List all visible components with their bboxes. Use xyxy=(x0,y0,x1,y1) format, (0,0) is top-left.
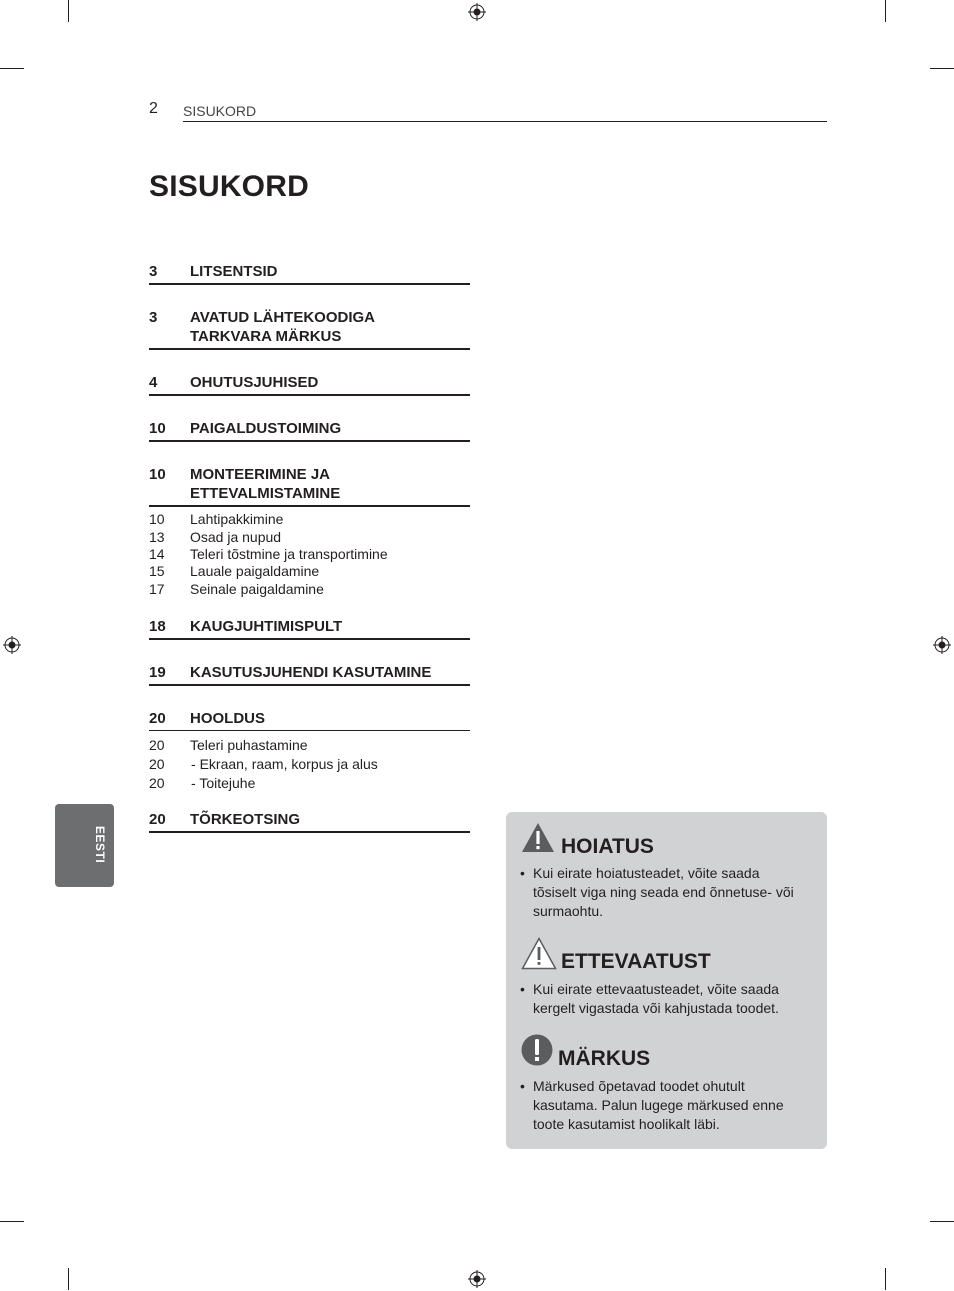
toc-entry-label: KASUTUSJUHENDI KASUTAMINE xyxy=(190,664,432,681)
toc-entry-label: MONTEERIMINE JA xyxy=(190,466,331,483)
warning-text-line: tõsiselt viga ning seada end õnnetuse- või xyxy=(533,884,794,900)
toc-subentry-label: Teleri puhastamine xyxy=(190,737,308,753)
page-title: SISUKORD xyxy=(149,170,309,203)
toc-entry-label: TÕRKEOTSING xyxy=(190,811,301,828)
toc-subentry-label: - Ekraan, raam, korpus ja alus xyxy=(191,756,470,774)
note-text-line: Märkused õpetavad toodet ohutult xyxy=(533,1078,745,1094)
toc-page-number: 14 xyxy=(149,546,165,562)
toc-subentry-label: Lahtipakkimine xyxy=(190,511,284,527)
toc-page-number: 20 xyxy=(149,775,165,791)
toc-subentry[interactable] xyxy=(149,529,470,547)
crop-mark xyxy=(885,1268,886,1290)
caution-outline-triangle-icon xyxy=(521,937,557,970)
crop-mark xyxy=(930,68,954,69)
registration-mark-icon xyxy=(468,1270,486,1288)
registration-mark-icon xyxy=(3,636,21,654)
toc-page-number: 20 xyxy=(149,737,165,753)
toc-entry-monteerimine[interactable] xyxy=(149,465,470,507)
warning-text: • Kui eirate hoiatusteadet, võite saada tõsiselt viga ning seada end õnnetuse- või surmaohtu. xyxy=(520,864,810,921)
toc-page-number: 20 xyxy=(149,756,165,772)
toc-entry-label: LITSENTSID xyxy=(190,263,278,280)
toc-page-number: 10 xyxy=(149,511,165,527)
caution-text-line: kergelt vigastada või kahjustada toodet. xyxy=(533,1000,779,1016)
toc-page-number: 10 xyxy=(149,466,166,483)
toc-subentry-label: Osad ja nupud xyxy=(190,529,282,545)
toc-page-number: 3 xyxy=(149,309,158,326)
warning-text-line: Kui eirate hoiatusteadet, võite saada xyxy=(533,865,760,881)
toc-entry-label: PAIGALDUSTOIMING xyxy=(190,420,342,437)
toc-page-number: 20 xyxy=(149,710,166,727)
crop-mark xyxy=(0,68,24,69)
toc-entry-label: OHUTUSJUHISED xyxy=(190,374,319,391)
toc-entry-label: TARKVARA MÄRKUS xyxy=(190,328,342,345)
toc-page-number: 4 xyxy=(149,374,158,391)
toc-page-number: 13 xyxy=(149,529,165,545)
toc-subentry-label: Lauale paigaldamine xyxy=(190,563,320,579)
toc-subentry[interactable] xyxy=(149,581,470,599)
page-number: 2 xyxy=(149,100,158,117)
note-exclamation-circle-icon xyxy=(521,1034,553,1066)
toc-subentry[interactable] xyxy=(149,775,470,793)
toc-subentry[interactable] xyxy=(149,756,470,774)
caution-text: • Kui eirate ettevaatusteadet, võite saada kergelt vigastada või kahjustada toodet. xyxy=(520,980,810,1018)
toc-subentry-label: Seinale paigaldamine xyxy=(190,581,324,597)
toc-page-number: 20 xyxy=(149,811,166,828)
crop-mark xyxy=(885,0,886,22)
toc-subentry[interactable] xyxy=(149,546,470,564)
toc-subentry[interactable] xyxy=(149,737,470,755)
toc-page-number: 19 xyxy=(149,664,166,681)
language-tab xyxy=(55,804,114,887)
warning-text-line: surmaohtu. xyxy=(533,903,604,919)
running-header: SISUKORD xyxy=(183,103,257,119)
toc-entry-label: ETTEVALMISTAMINE xyxy=(190,485,341,502)
caution-text-line: Kui eirate ettevaatusteadet, võite saada xyxy=(533,981,779,997)
toc-entry-torkeotsing[interactable] xyxy=(149,810,470,833)
toc-entry-label: HOOLDUS xyxy=(190,710,265,727)
crop-mark xyxy=(68,0,69,22)
toc-page-number: 10 xyxy=(149,420,166,437)
note-text: • Märkused õpetavad toodet ohutult kasutama. Palun lugege märkused enne toote kasutamist hoolikalt läbi. xyxy=(520,1077,810,1134)
toc-subentry[interactable] xyxy=(149,563,470,581)
warning-title: HOIATUS xyxy=(561,835,654,858)
toc-entry-kasutusjuhend[interactable] xyxy=(149,663,470,686)
language-tab-label: EESTI xyxy=(93,826,107,864)
toc-entry-paigaldustoiming[interactable] xyxy=(149,419,470,442)
toc-entry-ohutusjuhised[interactable] xyxy=(149,373,470,396)
toc-entry-kaugjuhtimispult[interactable] xyxy=(149,617,470,640)
warning-filled-triangle-icon xyxy=(521,822,555,853)
registration-mark-icon xyxy=(933,636,951,654)
toc-page-number: 3 xyxy=(149,263,158,280)
notice-box xyxy=(506,812,827,1149)
crop-mark xyxy=(68,1268,69,1290)
crop-mark xyxy=(930,1221,954,1222)
toc-subentry-label: - Toitejuhe xyxy=(191,775,470,793)
toc-entry-hooldus[interactable] xyxy=(149,709,470,731)
toc-page-number: 18 xyxy=(149,618,166,635)
note-text-line: kasutama. Palun lugege märkused enne xyxy=(533,1097,784,1113)
toc-entry-avatud-lahtekood[interactable] xyxy=(149,308,470,350)
registration-mark-icon xyxy=(468,3,486,21)
toc-entry-label: AVATUD LÄHTEKOODIGA xyxy=(190,309,375,326)
toc-subentry-label: Teleri tõstmine ja transportimine xyxy=(190,546,388,562)
toc-page-number: 17 xyxy=(149,581,165,597)
header-rule xyxy=(183,121,827,122)
toc-entry-label: KAUGJUHTIMISPULT xyxy=(190,618,343,635)
toc-subentry[interactable] xyxy=(149,511,470,529)
caution-title: ETTEVAATUST xyxy=(561,950,711,973)
toc-page-number: 15 xyxy=(149,563,165,579)
crop-mark xyxy=(0,1221,24,1222)
toc-entry-litsentsid[interactable] xyxy=(149,262,470,285)
note-text-line: toote kasutamist hoolikalt läbi. xyxy=(533,1116,720,1132)
note-title: MÄRKUS xyxy=(558,1047,651,1070)
